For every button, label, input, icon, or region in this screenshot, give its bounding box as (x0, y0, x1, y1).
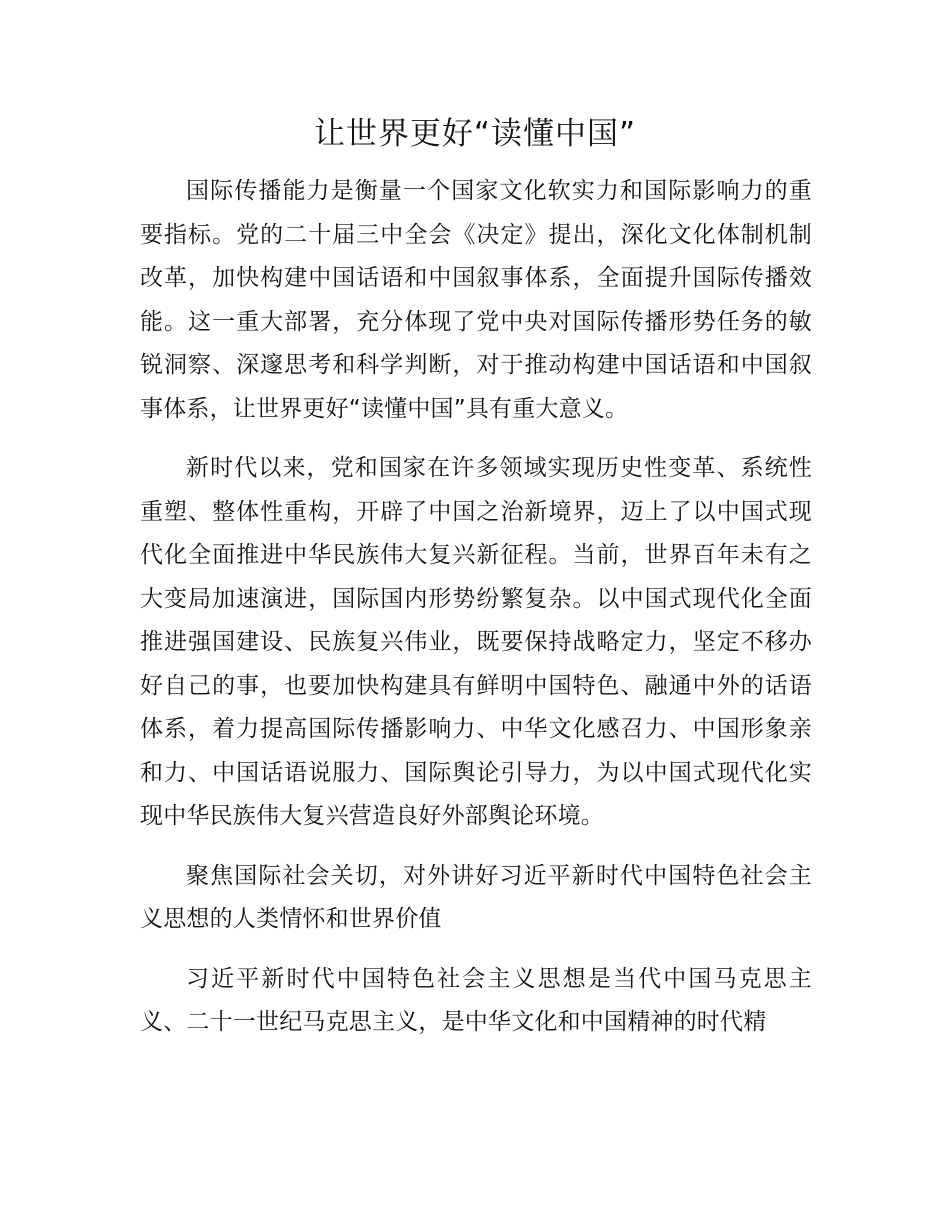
document-body (140, 170, 812, 1061)
paragraph-2: 新时代以来，党和国家在许多领域实现历史性变革、系统性重塑、整体性重构，开辟了中国之治新境界，迈上了以中国式现代化全面推进中华民族伟大复兴新征程。当前，世界百年未有之大变局加速演进，国际国内形势纷繁复杂。以中国式现代化全面推进强国建设、民族复兴伟业，既要保持战略定力，坚定不移办好自己的事，也要加快构建具有鲜明中国特色、融通中外的话语体系，着力提高国际传播影响力、中华文化感召力、中国形象亲和力、中国话语说服力、国际舆论引导力，为以中国式现代化实现中华民族伟大复兴营造良好外部舆论环境。 (140, 455, 812, 829)
section-heading-paragraph: 聚焦国际社会关切，对外讲好习近平新时代中国特色社会主义思想的人类情怀和世界价值 (140, 862, 812, 932)
paragraph-4: 习近平新时代中国特色社会主义思想是当代中国马克思主义、二十一世纪马克思主义，是中华文化和中国精神的时代精 (140, 965, 812, 1035)
paragraph-1: 国际传播能力是衡量一个国家文化软实力和国际影响力的重要指标。党的二十届三中全会《决定》提出，深化文化体制机制改革，加快构建中国话语和中国叙事体系，全面提升国际传播效能。这一重大部署，充分体现了党中央对国际传播形势任务的敏锐洞察、深邃思考和科学判断，对于推动构建中国话语和中国叙事体系，让世界更好“读懂中国”具有重大意义。 (140, 178, 812, 422)
document-title: 让世界更好“读懂中国” (313, 116, 637, 152)
